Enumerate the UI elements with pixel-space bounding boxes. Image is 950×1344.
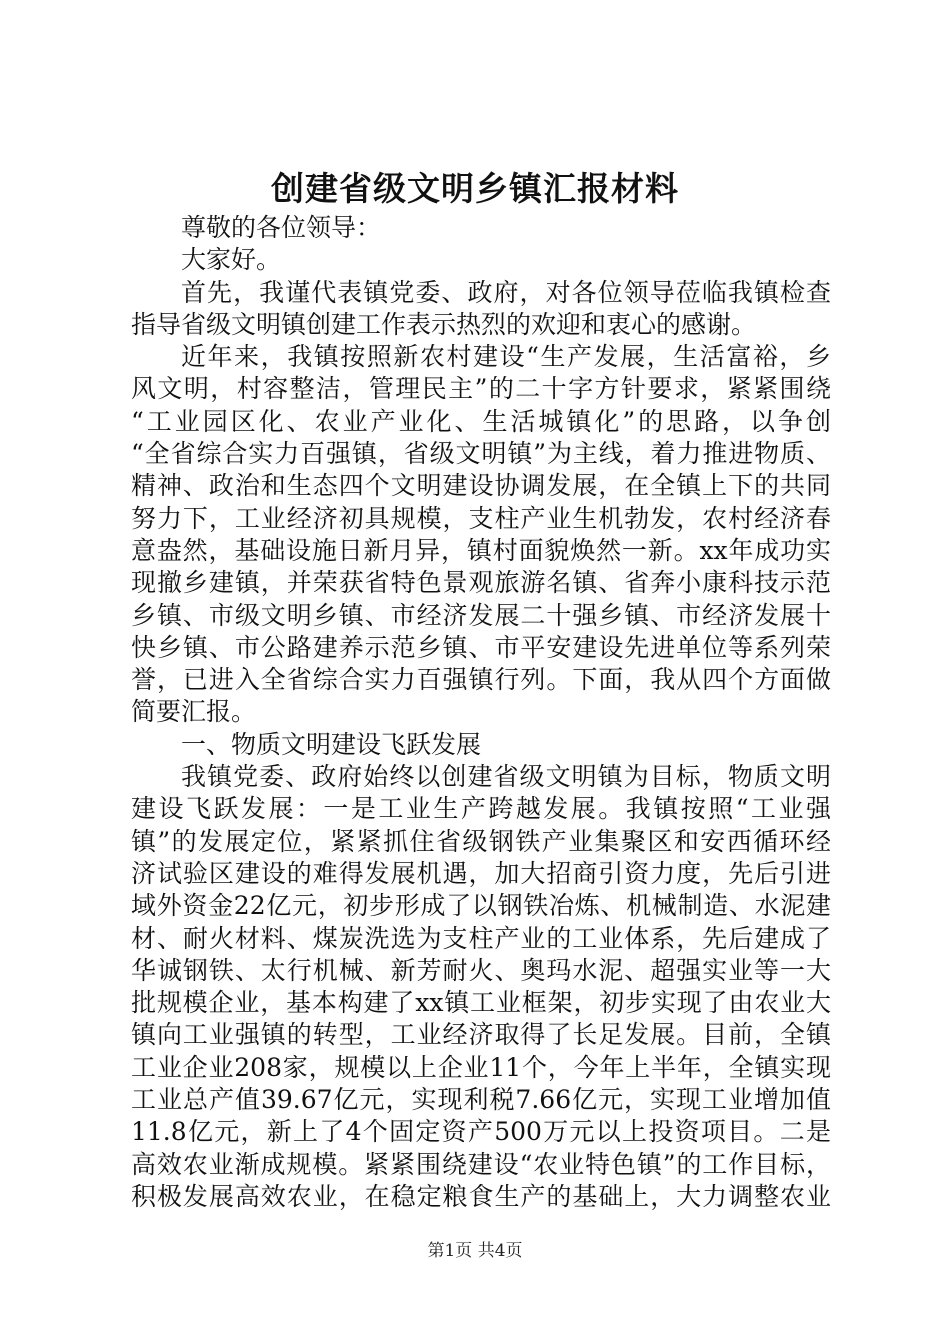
text-line: 近年来，我镇按照新农村建设“生产发展，生活富裕，乡 <box>181 342 831 372</box>
text-line: 建设飞跃发展：一是工业生产跨越发展。我镇按照“工业强 <box>131 794 831 824</box>
text-line: 指导省级文明镇创建工作表示热烈的欢迎和衷心的感谢。 <box>131 309 757 339</box>
text-line: “工业园区化、农业产业化、生活城镇化”的思路，以争创 <box>131 406 831 436</box>
text-line: 誉，已进入全省综合实力百强镇行列。下面，我从四个方面做 <box>131 665 831 695</box>
page-footer: 第1页 共4页 <box>427 1241 523 1261</box>
text-line: 快乡镇、市公路建养示范乡镇、市平安建设先进单位等系列荣 <box>131 632 831 662</box>
text-line: “全省综合实力百强镇，省级文明镇”为主线，着力推进物质、 <box>131 439 831 469</box>
text-line: 高效农业渐成规模。紧紧围绕建设“农业特色镇”的工作目标， <box>131 1149 831 1179</box>
text-line: 意盎然，基础设施日新月异，镇村面貌焕然一新。xx年成功实 <box>131 535 831 565</box>
text-line: 简要汇报。 <box>131 697 257 727</box>
text-line: 努力下，工业经济初具规模，支柱产业生机勃发，农村经济春 <box>131 503 831 533</box>
text-line: 我镇党委、政府始终以创建省级文明镇为目标，物质文明 <box>181 762 831 792</box>
text-line: 批规模企业，基本构建了xx镇工业框架，初步实现了由农业大 <box>131 988 831 1018</box>
text-line: 工业总产值39.67亿元，实现利税7.66亿元，实现工业增加值 <box>131 1085 831 1115</box>
document-body <box>131 212 831 1213</box>
text-line: 材、耐火材料、煤炭洗选为支柱产业的工业体系，先后建成了 <box>131 923 831 953</box>
text-line: 精神、政治和生态四个文明建设协调发展，在全镇上下的共同 <box>131 471 831 501</box>
text-line: 11.8亿元，新上了4个固定资产500万元以上投资项目。二是 <box>131 1117 831 1147</box>
text-line: 尊敬的各位领导： <box>181 213 382 242</box>
text-line: 积极发展高效农业，在稳定粮食生产的基础上，大力调整农业 <box>131 1181 831 1211</box>
text-line: 首先，我谨代表镇党委、政府，对各位领导莅临我镇检查 <box>181 277 831 307</box>
text-line: 华诚钢铁、太行机械、新芳耐火、奥玛水泥、超强实业等一大 <box>131 955 831 985</box>
text-line: 工业企业208家，规模以上企业11个，今年上半年，全镇实现 <box>131 1052 831 1082</box>
text-line: 现撤乡建镇，并荣获省特色景观旅游名镇、省奔小康科技示范 <box>131 568 831 598</box>
text-line: 域外资金22亿元，初步形成了以钢铁冶炼、机械制造、水泥建 <box>131 891 831 921</box>
text-line: 镇”的发展定位，紧紧抓住省级钢铁产业集聚区和安西循环经 <box>131 826 831 856</box>
text-line: 乡镇、市级文明乡镇、市经济发展二十强乡镇、市经济发展十 <box>131 600 831 630</box>
text-line: 镇向工业强镇的转型，工业经济取得了长足发展。目前，全镇 <box>131 1020 831 1050</box>
text-line: 济试验区建设的难得发展机遇，加大招商引资力度，先后引进 <box>131 858 831 888</box>
text-line: 一、物质文明建设飞跃发展 <box>181 729 482 759</box>
text-line: 大家好。 <box>181 245 282 275</box>
text-line: 风文明，村容整洁，管理民主”的二十字方针要求，紧紧围绕 <box>131 374 831 404</box>
document-title: 创建省级文明乡镇汇报材料 <box>271 169 679 208</box>
